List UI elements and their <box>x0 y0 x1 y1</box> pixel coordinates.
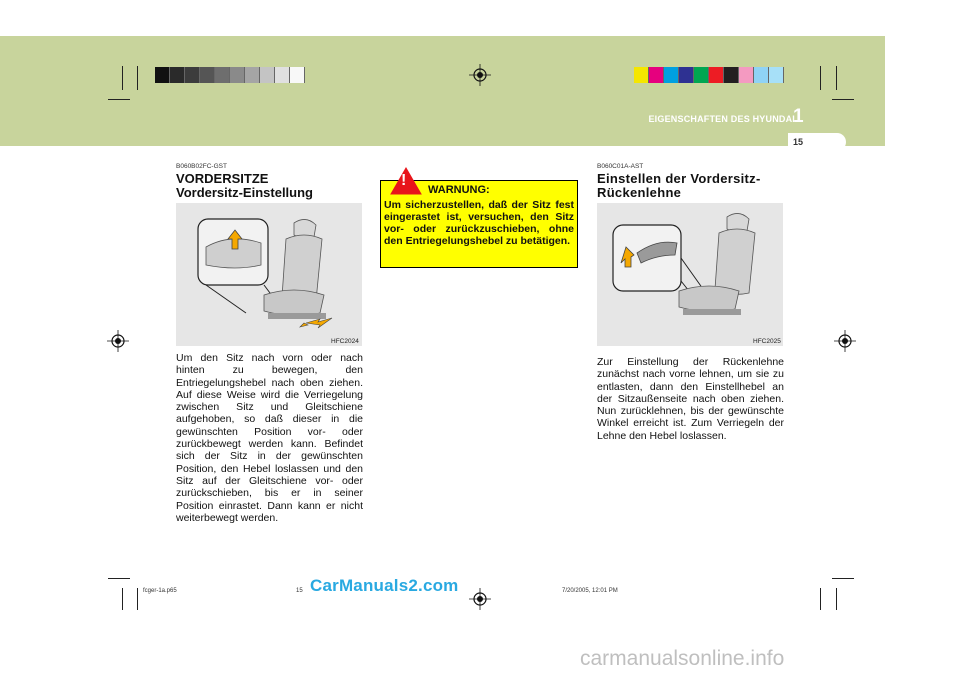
watermark-carmanuals2: CarManuals2.com <box>310 576 459 595</box>
section-title: VORDERSITZE <box>176 171 269 186</box>
footer-date: 7/20/2005, 12:01 PM <box>562 588 618 594</box>
color-calibration-bar <box>634 67 784 83</box>
page-number: 15 <box>793 137 804 147</box>
crop-mark <box>832 99 854 100</box>
section-title: Einstellen der Vordersitz-Rückenlehne <box>597 171 761 200</box>
calibration-swatch <box>245 67 260 83</box>
registration-mark-icon <box>834 330 856 352</box>
calibration-swatch <box>290 67 305 83</box>
calibration-swatch <box>155 67 170 83</box>
seat-slide-figure <box>176 203 362 346</box>
calibration-swatch <box>215 67 230 83</box>
section-code: B060C01A-AST <box>597 163 644 170</box>
calibration-swatch <box>724 67 739 83</box>
warning-title: WARNUNG: <box>428 184 490 196</box>
crop-mark <box>832 578 854 579</box>
crop-mark <box>108 99 130 100</box>
crop-mark <box>108 578 130 579</box>
crop-mark <box>836 588 837 610</box>
calibration-swatch <box>185 67 200 83</box>
seatback-figure <box>597 203 783 346</box>
footer-page: 15 <box>296 588 303 594</box>
crop-mark <box>820 588 821 610</box>
footer-file: fcger-1a.p65 <box>143 588 177 594</box>
crop-mark <box>137 588 138 610</box>
calibration-swatch <box>649 67 664 83</box>
seatback-illustration <box>597 203 783 346</box>
calibration-swatch <box>679 67 694 83</box>
crop-mark <box>820 66 821 90</box>
calibration-swatch <box>260 67 275 83</box>
chapter-title: EIGENSCHAFTEN DES HYUNDAI <box>648 114 795 124</box>
calibration-swatch <box>230 67 245 83</box>
warning-exclamation: ! <box>401 172 407 189</box>
section-code: B060B02FC-GST <box>176 163 227 170</box>
calibration-swatch <box>769 67 784 83</box>
section-subtitle: Vordersitz-Einstellung <box>176 185 313 200</box>
calibration-swatch <box>694 67 709 83</box>
chapter-number: 1 <box>793 106 804 127</box>
crop-mark <box>137 66 138 90</box>
grayscale-calibration-bar <box>155 67 305 83</box>
crop-mark <box>122 588 123 610</box>
left-body-text: Um den Sitz nach vorn oder nach hinten zu bewegen, den Entriegelungshebel nach oben ziehen. Auf diese Weise wird die Verriegelung zwischen Sitz und Gleitschiene aufgehoben, so daß dieser in die gewünschten Position vor- oder zurückbewegt werden kann. Befindet sich der Sitz in der gewünschten Position, den Hebel loslassen und den Sitz auf der Gleitschiene vor- oder zurückschieben, bis er in seiner Position einrastet. Dann kann er nicht weiterbewegt werden. <box>176 352 363 524</box>
warning-text: Um sicherzustellen, daß der Sitz fest eingerastet ist, versuchen, den Sitz vor- oder zurückzuschieben, ohne den Entriegelungshebel zu betätigen. <box>384 199 574 247</box>
right-body-text: Zur Einstellung der Rückenlehne zunächst nach vorne lehnen, um sie zu entlasten, dann den Einstellhebel an der Sitzaußenseite nach oben ziehen. Nun zurücklehnen, bis der gewünschte Winkel erreicht ist. Zum Verriegeln der Lehne den Hebel loslassen. <box>597 356 784 442</box>
registration-mark-icon <box>107 330 129 352</box>
seat-illustration <box>176 203 362 346</box>
calibration-swatch <box>664 67 679 83</box>
registration-mark-icon <box>469 588 491 610</box>
figure-code: HFC2024 <box>331 338 359 345</box>
figure-code: HFC2025 <box>753 338 781 345</box>
calibration-swatch <box>709 67 724 83</box>
crop-mark <box>836 66 837 90</box>
calibration-swatch <box>754 67 769 83</box>
calibration-swatch <box>634 67 649 83</box>
calibration-swatch <box>275 67 290 83</box>
crop-mark <box>122 66 123 90</box>
registration-mark-icon <box>469 64 491 86</box>
watermark-carmanualsonline: carmanualsonline.info <box>580 647 785 670</box>
calibration-swatch <box>200 67 215 83</box>
header-band <box>0 36 885 146</box>
calibration-swatch <box>170 67 185 83</box>
calibration-swatch <box>739 67 754 83</box>
